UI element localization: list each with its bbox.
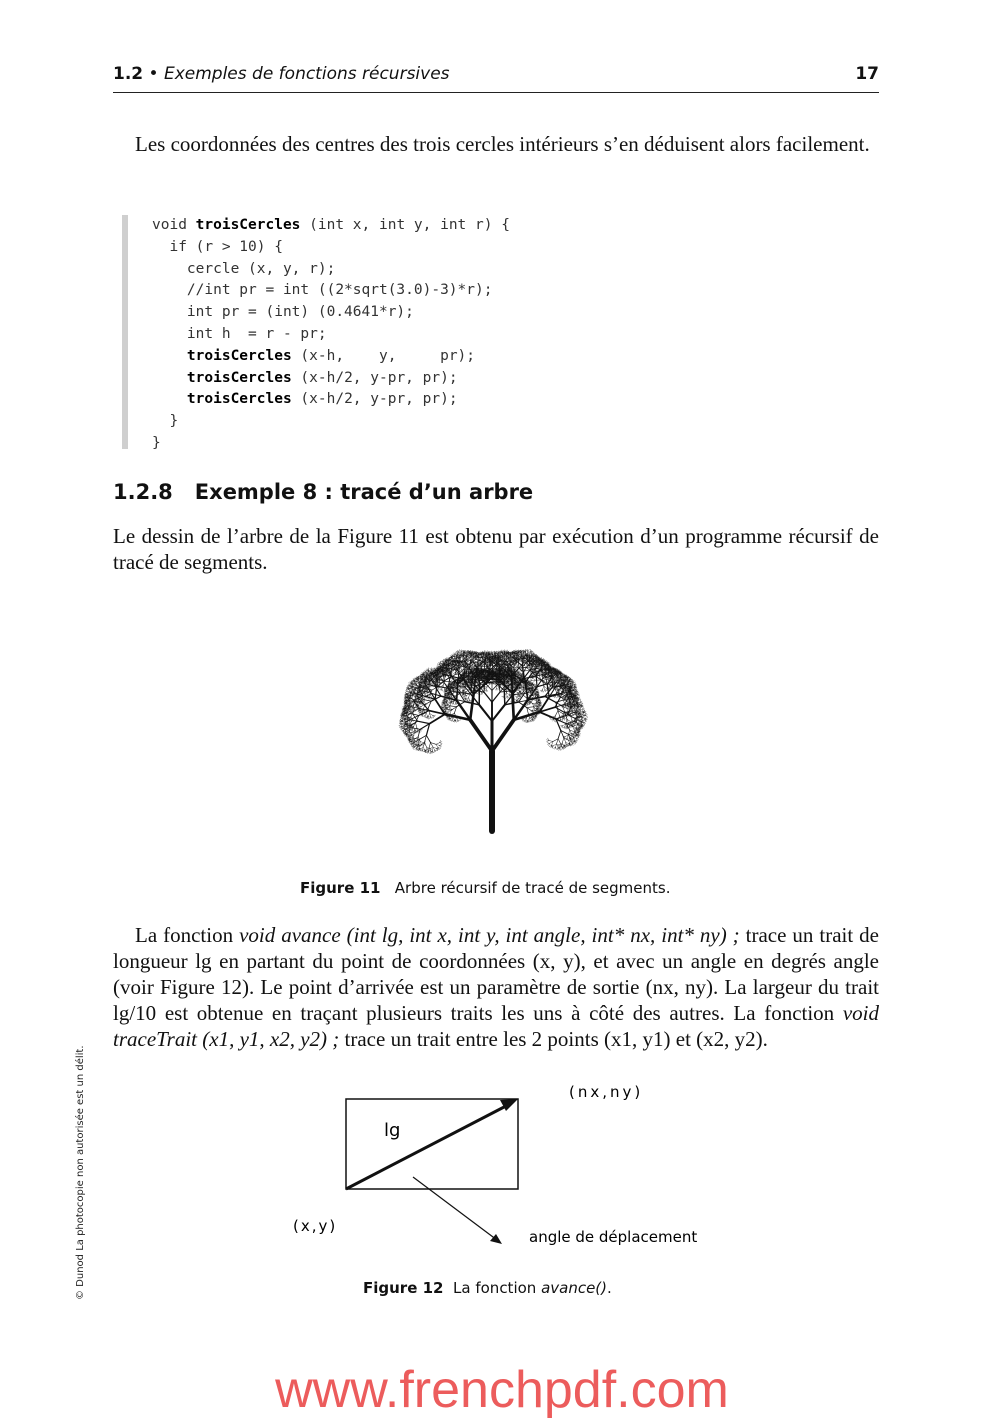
figure-12-caption	[363, 1279, 612, 1297]
header-section-title: Exemples de fonctions récursives	[164, 64, 450, 84]
watermark-link[interactable]: www.frenchpdf.com	[0, 1360, 1004, 1420]
code-text: int h = r - pr;	[152, 326, 327, 342]
code-function-name: troisCercles	[187, 348, 292, 364]
paragraph-avance	[113, 922, 879, 1052]
code-text: (x-h, y, pr);	[292, 348, 475, 364]
code-text	[152, 391, 187, 407]
fig12-label-angle: angle de déplacement	[529, 1228, 697, 1246]
page-number: 17	[855, 64, 879, 84]
code-text: void	[152, 217, 196, 233]
code-text: //int pr = int ((2*sqrt(3.0)-3)*r);	[152, 282, 492, 298]
figure-12-caption-suffix: .	[607, 1279, 612, 1297]
figure-11-label: Figure 11	[300, 879, 380, 897]
code-text: int pr = (int) (0.4641*r);	[152, 304, 414, 320]
p3-signature-tracetrait: void traceTrait (x1, y1, x2, y2) ;	[113, 1001, 879, 1051]
p3-text-1: La fonction	[135, 923, 239, 947]
figure-11-caption-text: Arbre récursif de tracé de segments.	[395, 879, 671, 897]
intro-paragraph: Les coordonnées des centres des trois cercles intérieurs s’en déduisent alors facilement.	[113, 131, 879, 157]
figure-12-label: Figure 12	[363, 1279, 443, 1297]
code-text: if (r > 10) {	[152, 239, 283, 255]
code-text: (x-h/2, y-pr, pr);	[292, 370, 458, 386]
figure-11-caption	[300, 879, 671, 897]
header-section-number: 1.2	[113, 64, 143, 84]
code-text: cercle (x, y, r);	[152, 261, 335, 277]
section-title: Exemple 8 : tracé d’un arbre	[195, 480, 533, 504]
header-bullet: •	[149, 64, 159, 84]
code-function-name: troisCercles	[196, 217, 301, 233]
code-text: }	[152, 413, 178, 429]
header-section	[113, 64, 450, 84]
code-block	[152, 215, 510, 455]
tree-branches	[399, 649, 588, 831]
paragraph-tree-intro: Le dessin de l’arbre de la Figure 11 est obtenu par exécution d’un programme récursif de tracé de segments.	[113, 523, 879, 575]
fig12-label-lg: lg	[384, 1120, 400, 1141]
figure-12-diagram	[280, 1075, 710, 1265]
fig12-label-start: (x,y)	[293, 1217, 337, 1235]
code-text: }	[152, 435, 161, 451]
p3-signature-avance: void avance (int lg, int x, int y, int angle, int* nx, int* ny) ;	[239, 923, 740, 947]
section-number: 1.2.8	[113, 480, 173, 504]
figure-12-caption-prefix: La fonction	[453, 1279, 541, 1297]
figure-12-caption-fn: avance()	[541, 1279, 607, 1297]
code-text: (x-h/2, y-pr, pr);	[292, 391, 458, 407]
p3-text-2: trace un trait de longueur lg en partant du point de coordonnées (x, y), et avec un angle en degrés angle (voir Figure 12). Le point d’arrivée est un paramètre de sortie (nx, ny). La largeur du trait lg/10 est obtenue en traçant plusieurs traits les uns à côté des autres. La fonction	[113, 923, 879, 1025]
code-listing	[122, 215, 728, 449]
code-function-name: troisCercles	[187, 391, 292, 407]
section-heading	[113, 480, 533, 504]
fig12-label-end: (nx,ny)	[569, 1083, 643, 1101]
running-header	[113, 60, 879, 93]
code-function-name: troisCercles	[187, 370, 292, 386]
fig12-angle-pointer	[413, 1177, 497, 1240]
code-text: (int x, int y, int r) {	[300, 217, 510, 233]
p3-text-3: trace un trait entre les 2 points (x1, y1) et (x2, y2).	[339, 1027, 768, 1051]
code-text	[152, 348, 187, 364]
fig12-vector-line	[346, 1106, 506, 1189]
code-text	[152, 370, 187, 386]
figure-11-tree-image	[340, 596, 650, 836]
copyright-sidebar: © Dunod La photocopie non autorisée est un délit.	[75, 1045, 86, 1300]
